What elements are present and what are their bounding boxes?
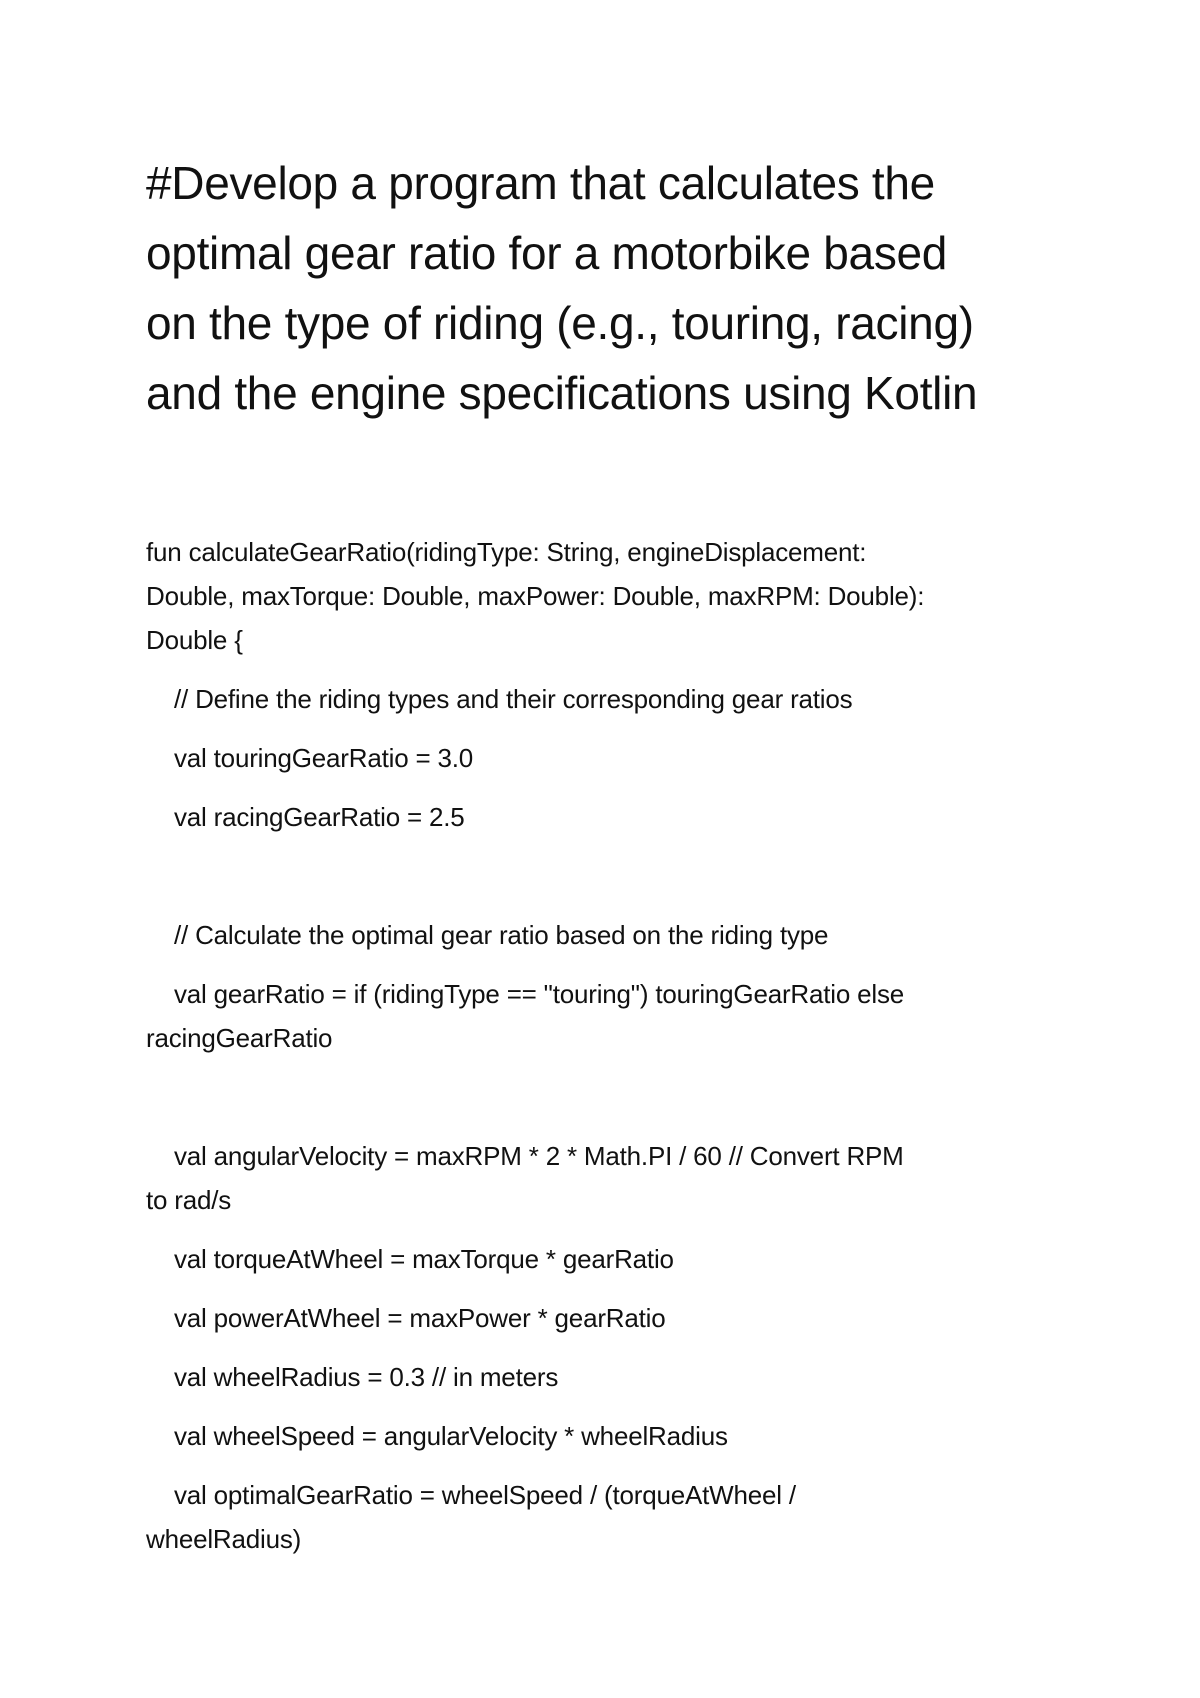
code-line: val optimalGearRatio = wheelSpeed / (torqueAtWheel / (174, 1480, 796, 1510)
code-line: val wheelSpeed = angularVelocity * wheelRadius (174, 1421, 728, 1451)
code-comment: // Calculate the optimal gear ratio based on the riding type (174, 920, 829, 950)
heading-line: on the type of riding (e.g., touring, racing) (146, 297, 974, 349)
document-heading (146, 148, 1076, 428)
code-line: val racingGearRatio = 2.5 (174, 802, 465, 832)
code-comment: // Define the riding types and their corresponding gear ratios (174, 684, 853, 714)
code-block (146, 530, 1066, 1561)
code-line-continuation: racingGearRatio (146, 1023, 333, 1053)
code-line-continuation: to rad/s (146, 1185, 232, 1215)
code-line: val torqueAtWheel = maxTorque * gearRatio (174, 1244, 674, 1274)
heading-line: and the engine specifications using Kotlin (146, 367, 978, 419)
code-line: val wheelRadius = 0.3 // in meters (174, 1362, 559, 1392)
code-line: val touringGearRatio = 3.0 (174, 743, 474, 773)
code-line: val angularVelocity = maxRPM * 2 * Math.PI / 60 // Convert RPM (174, 1141, 904, 1171)
code-line-continuation: wheelRadius) (146, 1524, 302, 1554)
code-line: val powerAtWheel = maxPower * gearRatio (174, 1303, 666, 1333)
code-line: Double { (146, 625, 243, 655)
code-line: Double, maxTorque: Double, maxPower: Double, maxRPM: Double): (146, 581, 925, 611)
heading-line: optimal gear ratio for a motorbike based (146, 227, 948, 279)
code-line: val gearRatio = if (ridingType == "touring") touringGearRatio else (174, 979, 905, 1009)
code-line: fun calculateGearRatio(ridingType: String, engineDisplacement: (146, 537, 867, 567)
heading-line: #Develop a program that calculates the (146, 157, 935, 209)
